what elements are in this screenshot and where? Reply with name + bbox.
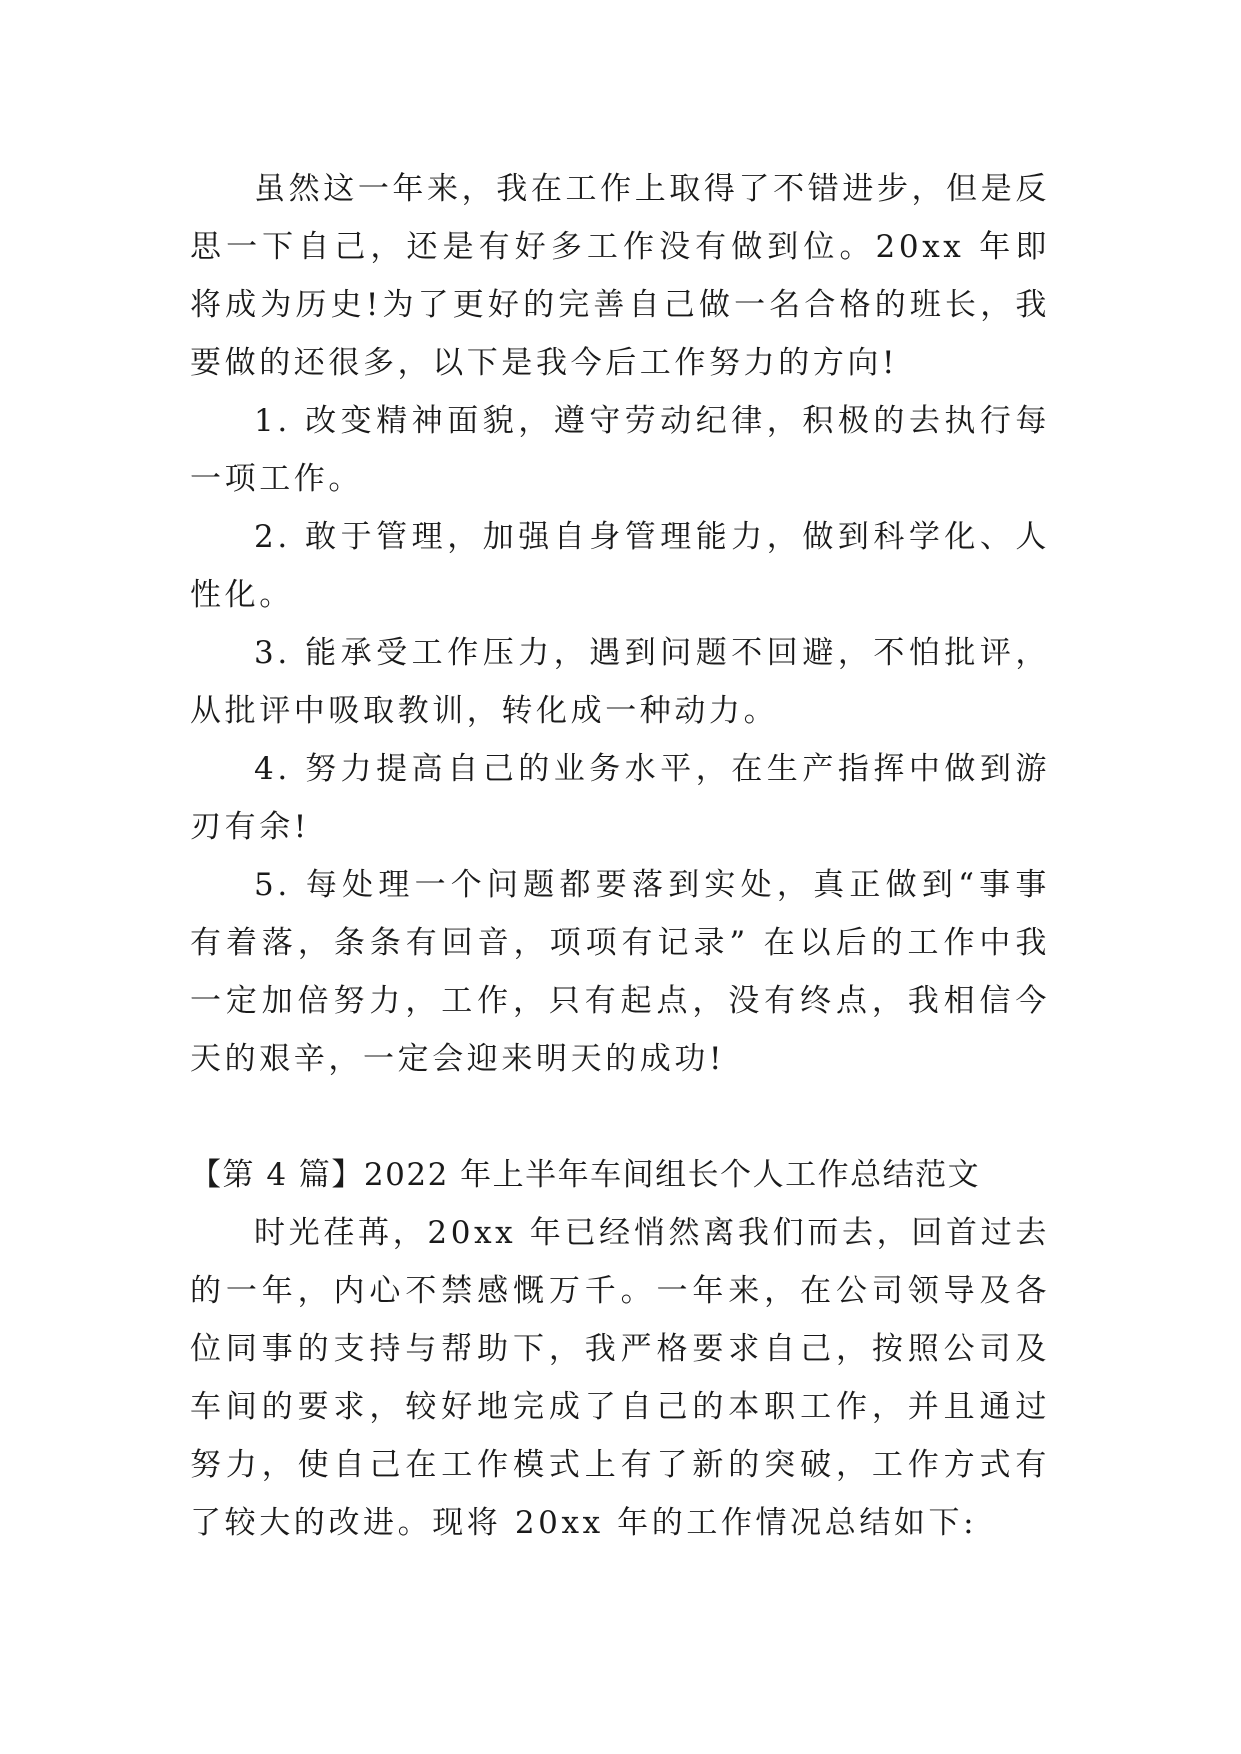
document-page [190, 160, 1050, 1552]
section-spacer [190, 1088, 1050, 1146]
paragraph-intro: 时光荏苒，20xx 年已经悄然离我们而去，回首过去的一年，内心不禁感慨万千。一年来，在公司领导及各位同事的支持与帮助下，我严格要求自己，按照公司及车间的要求，较好地完成了自己的本职工作，并且通过努力，使自己在工作模式上有了新的突破，工作方式有了较大的改进。现将 20xx 年的工作情况总结如下: [190, 1215, 1050, 1541]
section-heading: 【第 4 篇】2022 年上半年车间组长个人工作总结范文 [190, 1157, 981, 1193]
paragraph-reflection: 虽然这一年来，我在工作上取得了不错进步，但是反思一下自己，还是有好多工作没有做到位。20xx 年即将成为历史!为了更好的完善自己做一名合格的班长，我要做的还很多，以下是我今后工作努力的方向! [190, 171, 1050, 381]
list-item-2: 2. 敢于管理，加强自身管理能力，做到科学化、人性化。 [190, 519, 1050, 613]
list-item-5: 5. 每处理一个问题都要落到实处，真正做到“事事有着落，条条有回音，项项有记录” 在以后的工作中我一定加倍努力，工作，只有起点，没有终点，我相信今天的艰辛，一定会迎来明天的成功! [190, 867, 1050, 1077]
list-item-3: 3. 能承受工作压力，遇到问题不回避，不怕批评，从批评中吸取教训，转化成一种动力。 [190, 635, 1050, 729]
list-item-1: 1. 改变精神面貌，遵守劳动纪律，积极的去执行每一项工作。 [190, 403, 1050, 497]
list-item-4: 4. 努力提高自己的业务水平，在生产指挥中做到游刃有余! [190, 751, 1050, 845]
